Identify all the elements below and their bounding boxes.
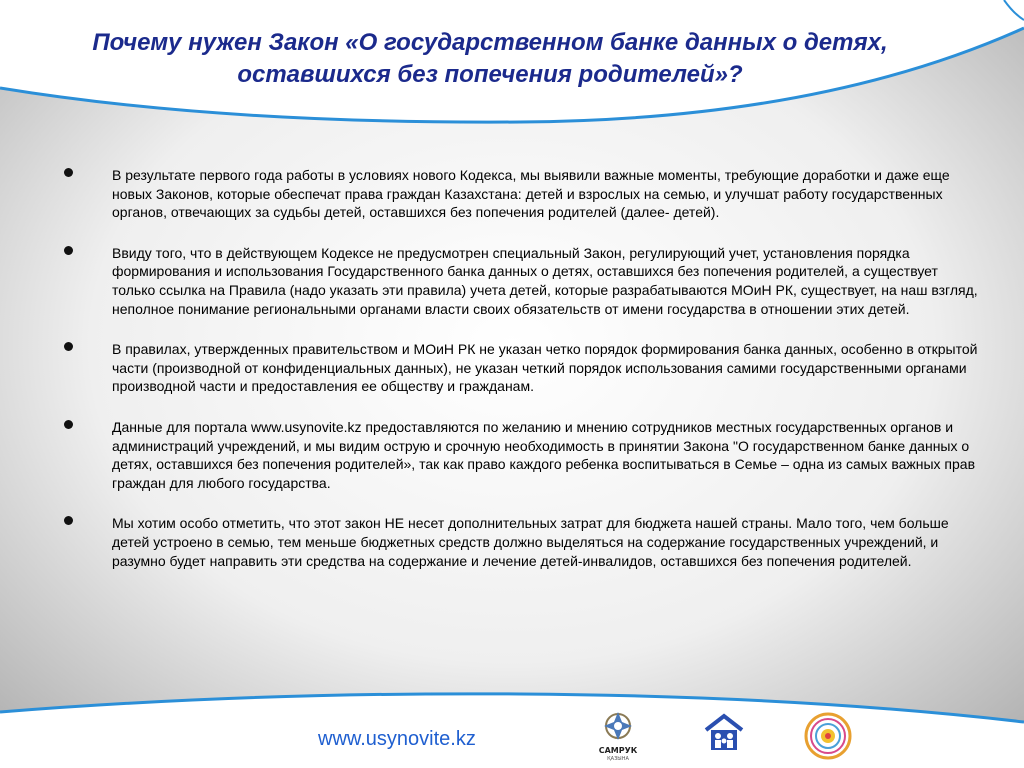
bullet-item [62,514,982,570]
footer-url-link[interactable]: www.usynovite.kz [318,728,476,750]
samruk-kazyna-logo-icon [598,706,638,766]
bullet-item [62,244,982,318]
samruk-name: САМРУК [598,746,638,755]
bullet-dot-icon [64,516,73,525]
bullet-text: Данные для портала www.usynovite.kz предоставляются по желанию и мнению сотрудников местных государственных органов и администраций учреждений, и мы видим острую и срочную необходимость в принятии Закона "О государственном банке данных о детях, оставшихся без попечения родителей», так как право каждого ребенка воспитываться в Семье – одна из самых важных прав граждан для любого государства. [112,418,976,491]
samruk-emblem-icon [598,706,638,746]
family-house-logo-icon [702,712,746,752]
bullet-dot-icon [64,420,73,429]
bullet-text: В правилах, утвержденных правительством и МОиН РК не указан четко порядок формирования банка данных, особенно в открытой части (производной от конфиденциальных данных), не указан четкий порядок использования самими государственными органами производной части и предоставления ее обществу и гражданам. [112,341,978,395]
bullet-dot-icon [64,342,73,351]
samruk-sub: ҚАЗЫНА [607,756,629,762]
bullet-text: Мы хотим особо отметить, что этот закон НЕ несет дополнительных затрат для бюджета нашей страны. Мало того, чем больше детей устроено в семью, тем меньше бюджетных средств должно выделяться на содержание государственных учреждений, и разумно будет направить эти средства на содержание и лечение детей-инвалидов, оставшихся без попечения родителей. [112,515,949,569]
bullet-text: В результате первого года работы в условиях нового Кодекса, мы выявили важные моменты, требующие доработки и даже еще новых Законов, которые обеспечат права граждан Казахстана: детей и взрослых на семью, и улучшат работу государственных органов, отвечающих за судьбы детей, оставшихся без попечения родителей (далее- детей). [112,167,950,221]
bullet-item [62,340,982,396]
bullet-item [62,166,982,222]
bullet-dot-icon [64,246,73,255]
slide-title: Почему нужен Закон «О государственном банке данных о детях, оставшихся без попечения родителей»? [92,29,888,88]
bullet-dot-icon [64,168,73,177]
bullet-text: Ввиду того, что в действующем Кодексе не предусмотрен специальный Закон, регулирующий учет, установления порядка формирования и использования Государственного банка данных о детях, оставшихся без попечения родителей, а существует только ссылка на Правила (надо указать эти правила) учета детей, которые разрабатываются МОиН РК, существует, на наш взгляд, неполное понимание региональными органами власти своих обязательств от имени государства в отношении этих детей. [112,244,978,317]
bullet-list [62,166,982,592]
round-emblem-logo-icon [804,712,852,760]
bullet-item [62,418,982,492]
